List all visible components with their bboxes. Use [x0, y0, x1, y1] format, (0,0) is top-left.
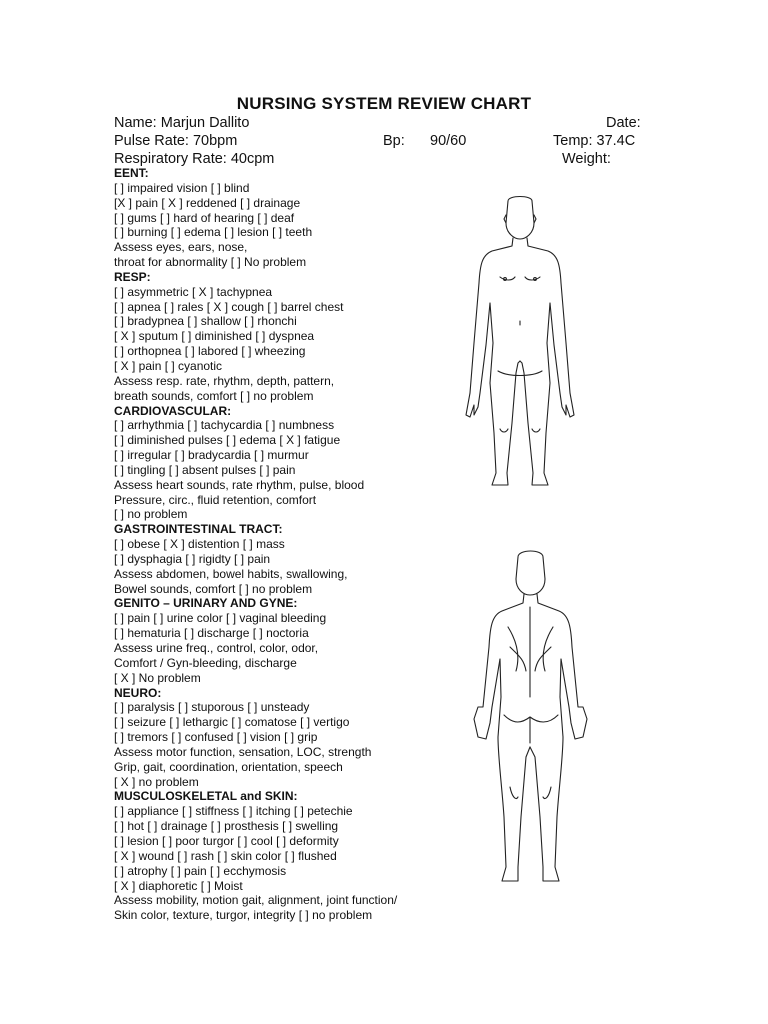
section-heading: RESP:: [114, 269, 151, 284]
checklist-line: Skin color, texture, turgor, integrity [ ] no problem: [114, 908, 373, 923]
checklist-line: [ X ] sputum [ ] diminished [ ] dyspnea: [114, 329, 315, 344]
checklist-line: [ ] burning [ ] edema [ ] lesion [ ] teeth: [114, 225, 313, 240]
weight-label: Weight:: [562, 151, 611, 167]
checklist-line: Assess motor function, sensation, LOC, strength: [114, 744, 372, 759]
page-title: NURSING SYSTEM REVIEW CHART: [236, 94, 532, 113]
checklist-line: breath sounds, comfort [ ] no problem: [114, 388, 314, 403]
respiratory-rate: Respiratory Rate: 40cpm: [114, 151, 275, 167]
checklist-line: [ ] dysphagia [ ] rigidty [ ] pain: [114, 551, 271, 566]
section-heading: GASTROINTESTINAL TRACT:: [114, 522, 283, 537]
checklist-line: [ ] lesion [ ] poor turgor [ ] cool [ ] deformity: [114, 833, 339, 848]
section-heading: GENITO – URINARY AND GYNE:: [114, 596, 298, 611]
checklist-line: [ ] tremors [ ] confused [ ] vision [ ] grip: [114, 730, 318, 745]
checklist-line: [ ] pain [ ] urine color [ ] vaginal bleeding: [114, 611, 327, 626]
checklist-line: [ ] apnea [ ] rales [ X ] cough [ ] barrel chest: [114, 299, 344, 314]
checklist-line: Assess mobility, motion gait, alignment, joint function/: [114, 893, 398, 908]
patient-name: Name: Marjun Dallito: [114, 115, 250, 131]
checklist-line: Comfort / Gyn-bleeding, discharge: [114, 655, 297, 670]
section-heading: CARDIOVASCULAR:: [114, 403, 232, 418]
checklist-line: [ ] irregular [ ] bradycardia [ ] murmur: [114, 448, 309, 463]
bp-label: Bp:: [383, 133, 405, 149]
body-back-diagram: [468, 547, 593, 892]
checklist-line: [ ] paralysis [ ] stuporous [ ] unsteady: [114, 700, 310, 715]
checklist-line: [X ] pain [ X ] reddened [ ] drainage: [114, 195, 301, 210]
checklist-line: [ ] hematuria [ ] discharge [ ] noctoria: [114, 626, 309, 641]
checklist-line: Assess heart sounds, rate rhythm, pulse, blood: [114, 477, 365, 492]
checklist-line: Assess abdomen, bowel habits, swallowing,: [114, 566, 348, 581]
checklist-line: [ ] hot [ ] drainage [ ] prosthesis [ ] swelling: [114, 819, 339, 834]
checklist-line: [ ] no problem: [114, 507, 188, 522]
checklist-line: [ ] atrophy [ ] pain [ ] ecchymosis: [114, 863, 287, 878]
checklist-line: [ X ] wound [ ] rash [ ] skin color [ ] flushed: [114, 848, 337, 863]
checklist-line: [ ] orthopnea [ ] labored [ ] wheezing: [114, 344, 306, 359]
checklist-line: Grip, gait, coordination, orientation, speech: [114, 759, 343, 774]
checklist-line: [ ] bradypnea [ ] shallow [ ] rhonchi: [114, 314, 297, 329]
checklist-line: Pressure, circ., fluid retention, comfort: [114, 492, 317, 507]
section-heading: EENT:: [114, 166, 149, 180]
bp-value: 90/60: [430, 133, 467, 149]
temperature: Temp: 37.4C: [553, 133, 636, 149]
checklist-line: [ ] arrhythmia [ ] tachycardia [ ] numbness: [114, 418, 335, 433]
checklist-line: [ ] obese [ X ] distention [ ] mass: [114, 537, 285, 552]
checklist-line: throat for abnormality [ ] No problem: [114, 255, 307, 270]
checklist-line: [ ] asymmetric [ X ] tachypnea: [114, 284, 273, 299]
checklist-line: [ X ] no problem: [114, 774, 199, 789]
section-heading: MUSCULOSKELETAL and SKIN:: [114, 789, 298, 804]
checklist-line: [ ] tingling [ ] absent pulses [ ] pain: [114, 462, 296, 477]
checklist-line: [ ] appliance [ ] stiffness [ ] itching [ ] petechie: [114, 804, 353, 819]
checklist-line: Assess eyes, ears, nose,: [114, 240, 248, 255]
checklist-line: [ ] impaired vision [ ] blind: [114, 180, 250, 195]
pulse-rate: Pulse Rate: 70bpm: [114, 133, 238, 149]
checklist-line: [ X ] No problem: [114, 670, 201, 685]
checklist-line: [ ] diminished pulses [ ] edema [ X ] fatigue: [114, 433, 341, 448]
checklist-line: Assess resp. rate, rhythm, depth, pattern,: [114, 373, 335, 388]
checklist-line: Assess urine freq., control, color, odor,: [114, 641, 319, 655]
checklist-line: Bowel sounds, comfort [ ] no problem: [114, 581, 313, 596]
checklist-line: [ ] gums [ ] hard of hearing [ ] deaf: [114, 210, 295, 225]
checklist-line: [ ] seizure [ ] lethargic [ ] comatose [ ] vertigo: [114, 715, 350, 730]
body-front-diagram: [460, 193, 580, 493]
checklist-line: [ X ] pain [ ] cyanotic: [114, 358, 223, 373]
section-heading: NEURO:: [114, 685, 162, 700]
review-checklist: [114, 166, 444, 923]
date-label: Date:: [606, 115, 641, 131]
checklist-line: [ X ] diaphoretic [ ] Moist: [114, 878, 243, 893]
